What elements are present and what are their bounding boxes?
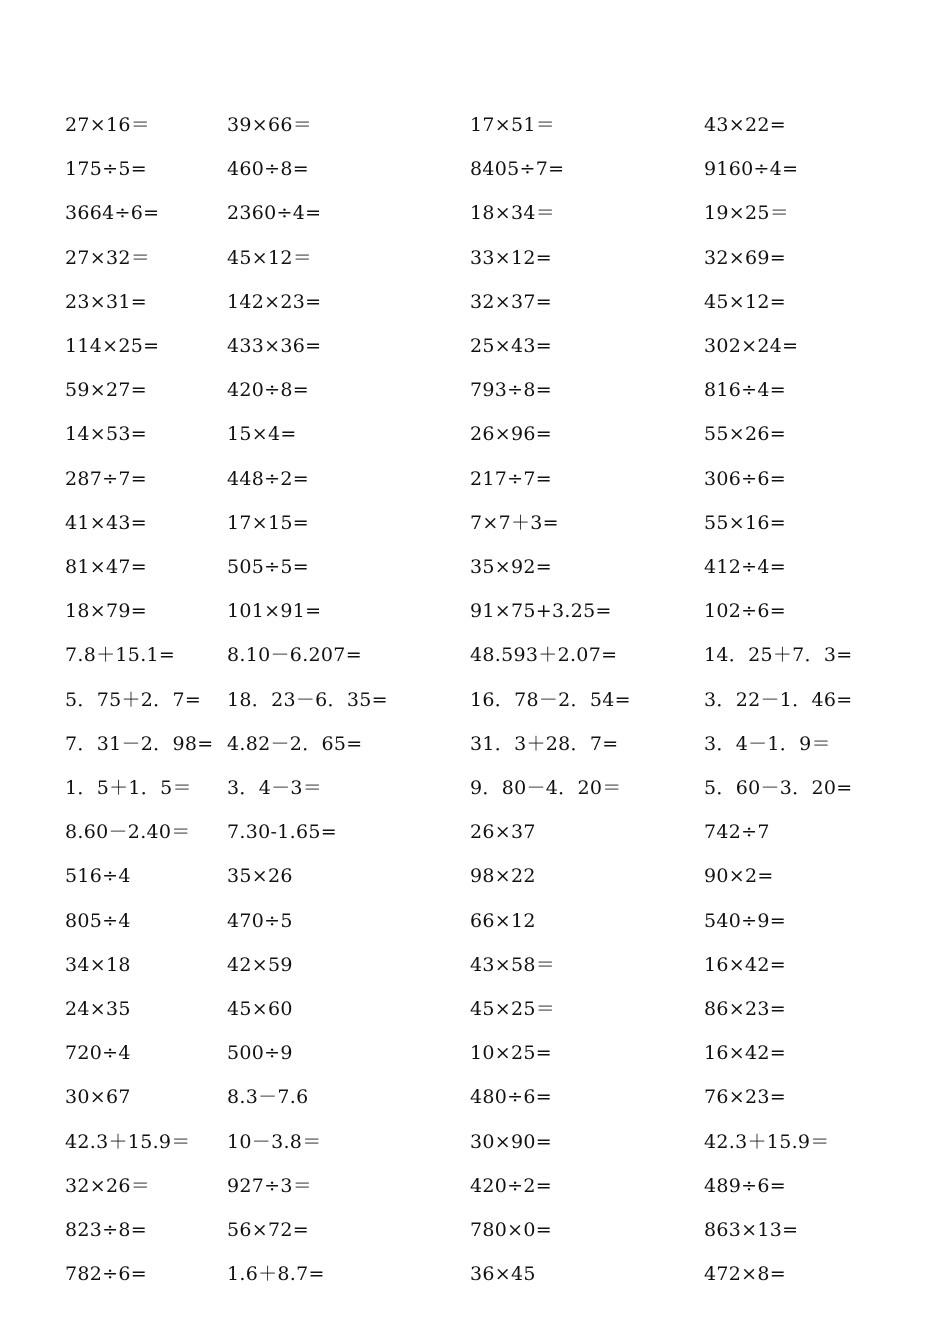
problem-text: 34×18 — [65, 953, 131, 976]
problem-row — [0, 729, 950, 759]
problem-text: 8405÷7= — [470, 158, 565, 181]
problem-text: 59×27= — [65, 379, 147, 402]
problem-text: 32×37= — [470, 290, 552, 313]
problem-text: 3．22－1．46= — [704, 688, 853, 711]
problem-row — [0, 950, 950, 980]
problem-text: 36×45 — [470, 1263, 536, 1286]
problem-text: 742÷7 — [704, 821, 770, 844]
problem-text: 10×25= — [470, 1042, 552, 1065]
problem-text: 823÷8= — [65, 1219, 147, 1241]
problem-text: 18×79= — [65, 600, 147, 623]
problem-text: 2360÷4= — [227, 202, 322, 225]
problem-row — [0, 861, 950, 891]
problem-text: 16×42= — [704, 1042, 786, 1065]
problem-text: 90×2= — [704, 865, 774, 888]
problem-text: 23×31= — [65, 290, 147, 313]
problem-text: 17×15= — [227, 511, 309, 534]
problem-text: 9160÷4= — [704, 158, 799, 181]
problem-row — [0, 508, 950, 538]
problem-row — [0, 198, 950, 228]
problem-text: 540÷9= — [704, 909, 786, 932]
problem-text: 15×4= — [227, 423, 297, 446]
problem-text: 927÷3＝ — [227, 1174, 313, 1197]
problem-text: 472×8= — [704, 1263, 786, 1286]
problem-text: 42.3＋15.9＝ — [65, 1130, 191, 1153]
problem-text: 460÷8= — [227, 158, 309, 181]
problem-text: 19×25＝ — [704, 202, 790, 225]
problem-row — [0, 154, 950, 184]
problem-text: 217÷7= — [470, 467, 552, 490]
problem-text: 81×47= — [65, 556, 147, 578]
problem-text: 14×53= — [65, 423, 147, 446]
problem-text: 30×90= — [470, 1130, 552, 1153]
problem-row — [0, 1215, 950, 1245]
problem-row — [0, 1259, 950, 1289]
problem-text: 42×59 — [227, 953, 293, 976]
problem-row — [0, 1171, 950, 1201]
problem-text: 91×75+3.25= — [470, 600, 612, 623]
problem-text: 805÷4 — [65, 909, 131, 932]
problem-text: 302×24= — [704, 335, 799, 357]
problem-text: 142×23= — [227, 290, 322, 313]
problem-text: 18×34＝ — [470, 202, 556, 225]
problem-text: 45×60 — [227, 998, 293, 1020]
problem-text: 516÷4 — [65, 865, 131, 888]
problem-text: 1.6＋8.7= — [227, 1263, 325, 1286]
problem-text: 420÷8= — [227, 379, 309, 402]
problem-text: 45×12＝ — [227, 246, 313, 269]
problem-row — [0, 1082, 950, 1112]
problem-text: 35×26 — [227, 865, 293, 888]
problem-text: 55×26= — [704, 423, 786, 446]
problem-text: 1．5＋1．5＝ — [65, 777, 192, 799]
problem-text: 32×69= — [704, 246, 786, 269]
problem-text: 45×25＝ — [470, 998, 556, 1020]
problem-text: 287÷7= — [65, 467, 147, 490]
problem-text: 175÷5= — [65, 158, 147, 181]
problem-row — [0, 596, 950, 626]
problem-text: 42.3＋15.9＝ — [704, 1130, 830, 1153]
problem-text: 7．31－2．98= — [65, 732, 214, 755]
problem-text: 31．3＋28．7= — [470, 732, 619, 755]
problem-row — [0, 464, 950, 494]
problem-text: 9．80－4．20＝ — [470, 777, 622, 799]
problem-text: 25×43= — [470, 335, 552, 357]
problem-text: 16×42= — [704, 953, 786, 976]
problem-text: 480÷6= — [470, 1086, 552, 1109]
problem-text: 26×37 — [470, 821, 536, 844]
problem-text: 35×92= — [470, 556, 552, 578]
problem-row — [0, 685, 950, 715]
problem-row — [0, 287, 950, 317]
problem-row — [0, 110, 950, 140]
problem-text: 448÷2= — [227, 467, 309, 490]
problem-text: 45×12= — [704, 290, 786, 313]
problem-text: 66×12 — [470, 909, 536, 932]
problem-text: 3664÷6= — [65, 202, 160, 225]
problem-text: 7×7＋3= — [470, 511, 559, 534]
problem-text: 793÷8= — [470, 379, 552, 402]
problem-text: 26×96= — [470, 423, 552, 446]
problem-text: 8.3－7.6 — [227, 1086, 309, 1109]
problem-row — [0, 375, 950, 405]
problem-text: 98×22 — [470, 865, 536, 888]
problem-text: 720÷4 — [65, 1042, 131, 1065]
problem-row — [0, 243, 950, 273]
problem-text: 43×22= — [704, 114, 786, 136]
problem-row — [0, 906, 950, 936]
problem-text: 27×16＝ — [65, 114, 151, 136]
problem-text: 55×16= — [704, 511, 786, 534]
problem-text: 14．25＋7．3= — [704, 644, 853, 667]
problem-text: 18．23－6．35= — [227, 688, 388, 711]
problem-text: 412÷4= — [704, 556, 786, 578]
problem-text: 114×25= — [65, 335, 160, 357]
problem-text: 7.8＋15.1= — [65, 644, 176, 667]
problem-text: 433×36= — [227, 335, 322, 357]
problem-text: 30×67 — [65, 1086, 131, 1109]
problem-text: 816÷4= — [704, 379, 786, 402]
problem-text: 16．78－2．54= — [470, 688, 631, 711]
problem-row — [0, 817, 950, 847]
problem-text: 101×91= — [227, 600, 322, 623]
problem-text: 3．4－1．9＝ — [704, 732, 831, 755]
problem-text: 782÷6= — [65, 1263, 147, 1286]
problem-text: 8.60－2.40＝ — [65, 821, 191, 844]
problem-text: 10－3.8＝ — [227, 1130, 322, 1153]
problem-row — [0, 552, 950, 582]
problem-row — [0, 1038, 950, 1068]
problem-text: 48.593＋2.07= — [470, 644, 618, 667]
problem-text: 500÷9 — [227, 1042, 293, 1065]
problem-text: 5．75＋2．7= — [65, 688, 202, 711]
problem-text: 86×23= — [704, 998, 786, 1020]
problem-text: 76×23= — [704, 1086, 786, 1109]
problem-row — [0, 331, 950, 361]
problem-row — [0, 773, 950, 803]
problem-text: 24×35 — [65, 998, 131, 1020]
problem-text: 863×13= — [704, 1219, 799, 1241]
problem-text: 7.30-1.65= — [227, 821, 337, 844]
problem-row — [0, 640, 950, 670]
problem-text: 5．60－3．20= — [704, 777, 853, 799]
problem-text: 41×43= — [65, 511, 147, 534]
problem-text: 780×0= — [470, 1219, 552, 1241]
problem-text: 56×72= — [227, 1219, 309, 1241]
problem-text: 3．4－3＝ — [227, 777, 323, 799]
problem-text: 8.10－6.207= — [227, 644, 362, 667]
problem-text: 17×51＝ — [470, 114, 556, 136]
problem-text: 33×12= — [470, 246, 552, 269]
problem-text: 489÷6= — [704, 1174, 786, 1197]
problem-text: 306÷6= — [704, 467, 786, 490]
problem-text: 32×26＝ — [65, 1174, 151, 1197]
problem-text: 102÷6= — [704, 600, 786, 623]
problem-row — [0, 1127, 950, 1157]
problem-text: 470÷5 — [227, 909, 293, 932]
problem-text: 4.82－2．65= — [227, 732, 363, 755]
problem-text: 505÷5= — [227, 556, 309, 578]
problem-row — [0, 419, 950, 449]
problem-text: 43×58＝ — [470, 953, 556, 976]
problem-text: 420÷2= — [470, 1174, 552, 1197]
problem-row — [0, 994, 950, 1024]
problem-text: 27×32＝ — [65, 246, 151, 269]
problem-text: 39×66＝ — [227, 114, 313, 136]
